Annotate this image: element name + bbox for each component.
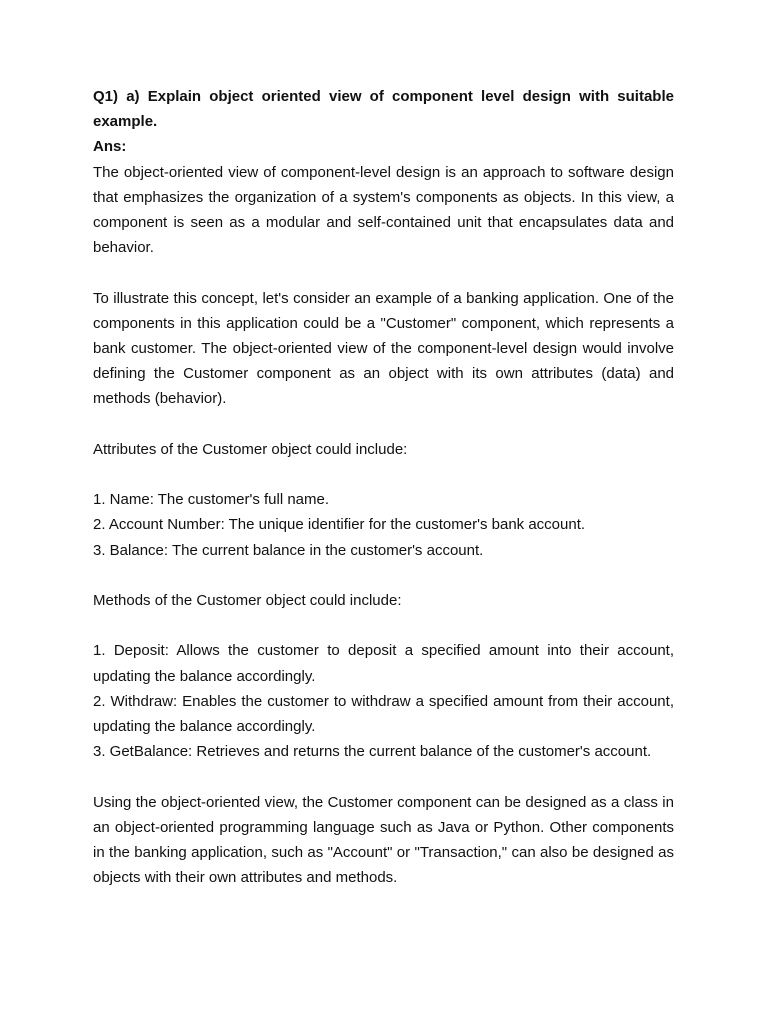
attribute-item: 3. Balance: The current balance in the customer's account. — [93, 541, 484, 559]
question-label: Q1) a) — [93, 88, 140, 105]
method-item: 1. Deposit: Allows the customer to deposit a specified amount into their account, updating the balance accordingly. — [93, 642, 674, 685]
document-page — [93, 84, 674, 890]
conclusion-paragraph: Using the object-oriented view, the Customer component can be designed as a class in an object-oriented programming language such as Java or Python. Other components in the banking application, such as "Account" or "Transaction," can also be designed as objects with their own attributes and methods. — [93, 793, 674, 887]
spacer — [93, 260, 674, 285]
question-text: Explain object oriented view of component level design with suitable example. — [93, 88, 674, 131]
spacer — [93, 563, 674, 588]
spacer — [93, 462, 674, 487]
method-item: 3. GetBalance: Retrieves and returns the current balance of the customer's account. — [93, 743, 652, 761]
methods-intro: Methods of the Customer object could include: — [93, 592, 402, 609]
spacer — [93, 764, 674, 789]
attributes-intro: Attributes of the Customer object could include: — [93, 440, 408, 458]
example-paragraph: To illustrate this concept, let's consider an example of a banking application. One of the components in this application could be a "Customer" component, which represents a bank customer. The object-oriented view of the component-level design would involve defining the Customer component as an object with its own attributes (data) and methods (behavior). — [93, 289, 674, 408]
question-heading — [93, 84, 674, 134]
answer-label: Ans: — [93, 138, 127, 156]
spacer — [93, 412, 674, 437]
method-item: 2. Withdraw: Enables the customer to withdraw a specified amount from their account, updating the balance accordingly. — [93, 692, 674, 735]
spacer — [93, 613, 674, 638]
intro-paragraph: The object-oriented view of component-level design is an approach to software design that emphasizes the organization of a system's components as objects. In this view, a component is seen as a modular and self-contained unit that encapsulates data and behavior. — [93, 163, 674, 257]
attribute-item: 1. Name: The customer's full name. — [93, 491, 330, 509]
attribute-item: 2. Account Number: The unique identifier for the customer's bank account. — [93, 516, 586, 534]
